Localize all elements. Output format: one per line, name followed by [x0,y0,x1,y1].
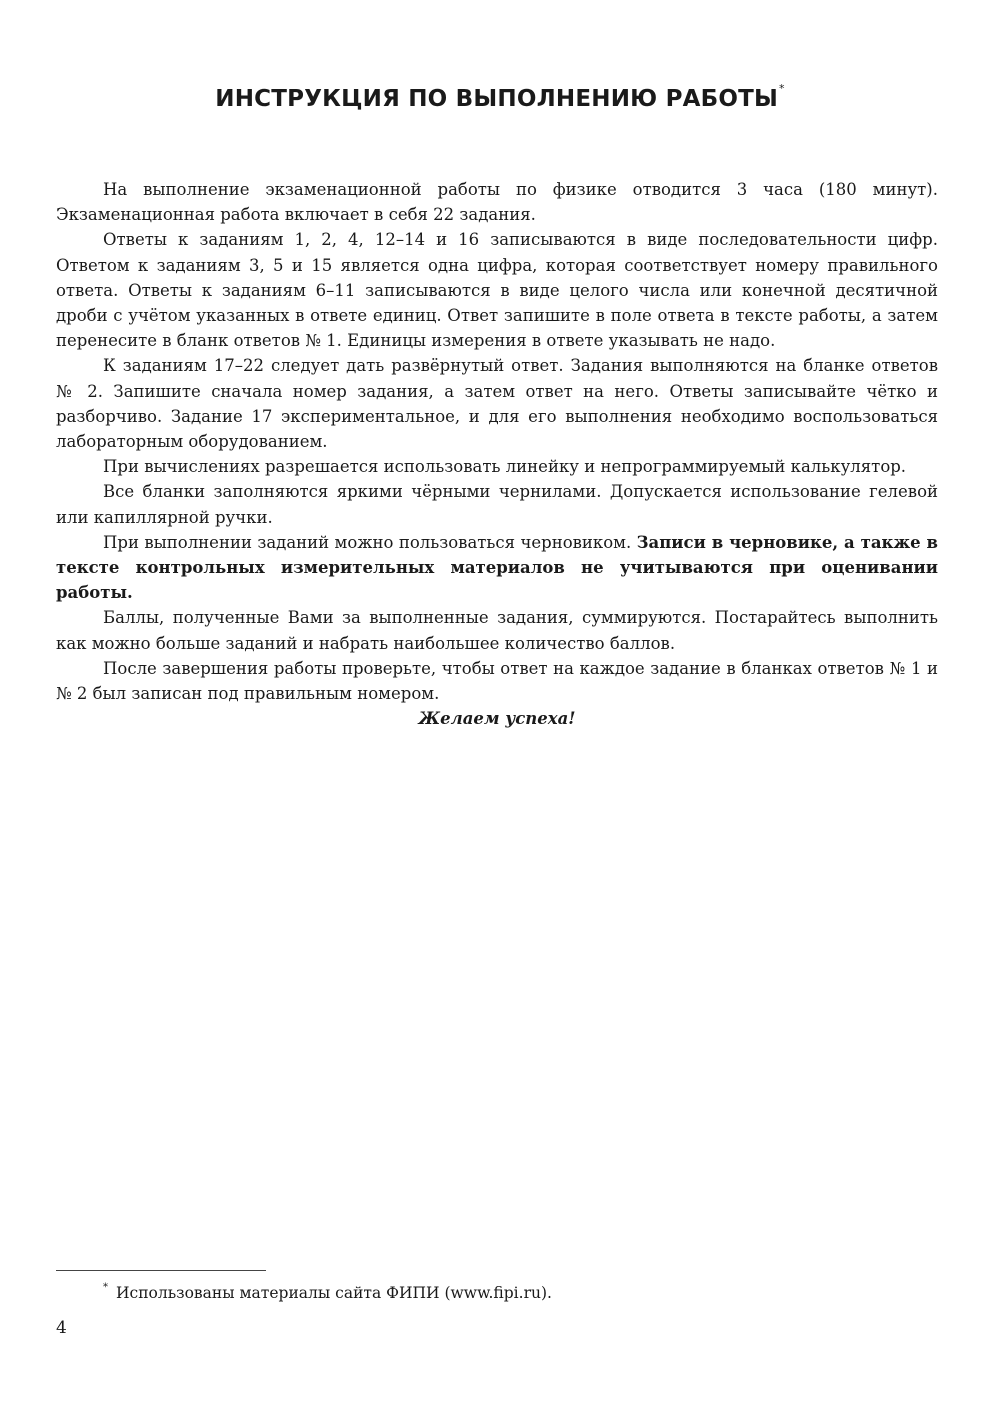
draft-bold-text: Записи в черновике, а также в тексте контрольных измерительных материалов не учитываются при оценивании работы. [56,532,938,603]
footnote [103,1284,552,1302]
paragraph-calculator: При вычислениях разрешается использовать линейку и непрограммируемый калькулятор. [103,457,907,477]
draft-normal-text: При выполнении заданий можно пользоваться черновиком. [103,532,637,552]
paragraph-time: На выполнение экзаменационной работы по физике отводится 3 часа (180 минут). Экзаменационная работа включает в себя 22 задания. [56,180,938,225]
page-title [0,82,1000,112]
paragraph-ink: Все бланки заполняются яркими чёрными чернилами. Допускается использование гелевой или капиллярной ручки. [56,482,938,527]
title-footnote-mark: * [779,82,785,95]
paragraph-answers-format: Ответы к заданиям 1, 2, 4, 12–14 и 16 записываются в виде последовательности цифр. Ответом к заданиям 3, 5 и 15 является одна цифра, которая соответствует номеру правильного ответа. Ответы к заданиям 6–11 записываются в виде целого числа или конечной десятичной дроби с учётом указанных в ответе единиц. Ответ запишите в поле ответа в тексте работы, а затем перенесите в бланк ответов № 1. Единицы измерения в ответе указывать не надо. [56,230,938,351]
footnote-divider [56,1270,266,1271]
paragraph-check: После завершения работы проверьте, чтобы ответ на каждое задание в бланках ответов № 1 и № 2 был записан под правильным номером. [56,658,938,704]
paragraph-scores: Баллы, полученные Вами за выполненные задания, суммируются. Постарайтесь выполнить как можно больше заданий и набрать наибольшее количество баллов. [56,608,938,653]
paragraph-draft [56,530,938,606]
footnote-mark: * [103,1282,108,1293]
page-number: 4 [56,1318,67,1338]
instructions-body [56,177,938,731]
footnote-text: Использованы материалы сайта ФИПИ (www.fipi.ru). [116,1284,552,1302]
good-luck-text: Желаем успеха! [418,709,576,729]
paragraph-extended-answers: К заданиям 17–22 следует дать развёрнутый ответ. Задания выполняются на бланке ответов № 2. Запишите сначала номер задания, а затем ответ на него. Ответы записывайте чётко и разборчиво. Задание 17 экспериментальное, и для его выполнения необходимо воспользоваться лабораторным оборудованием. [56,356,938,452]
title-text: ИНСТРУКЦИЯ ПО ВЫПОЛНЕНИЮ РАБОТЫ [215,86,779,112]
